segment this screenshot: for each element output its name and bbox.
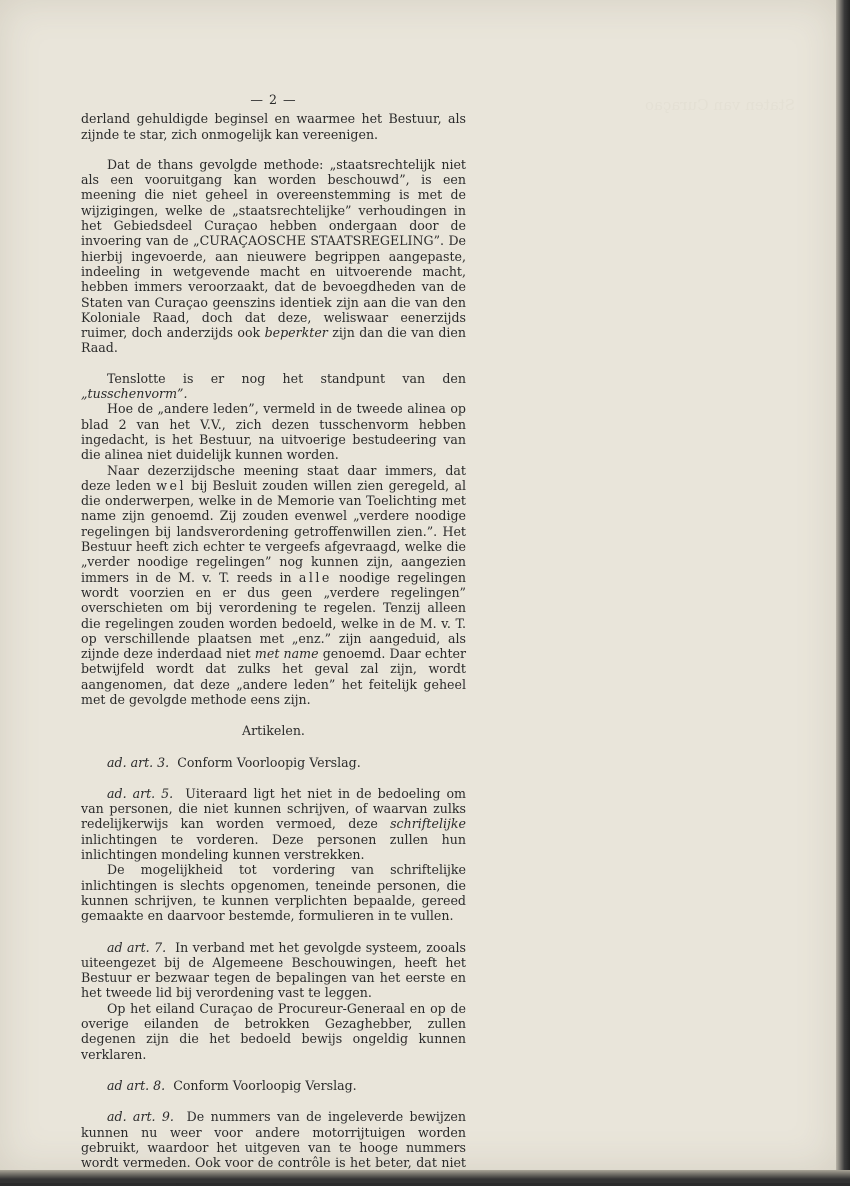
article-5-label: ad. art. 5. (107, 785, 174, 801)
article-8: ad art. 8. Conform Voorloopig Verslag. (107, 1077, 357, 1093)
article-3: ad. art. 3. Conform Voorloopig Verslag. (107, 754, 361, 770)
paragraph-methode: Dat de thans gevolgde methode: „staatsrechtelijk niet als een vooruitgang kan worden beschouwd”, is een meening die niet geheel in overeenstemming is met de wijzigingen, welke de „staatsrechtelijke” verhoudingen in het Gebiedsdeel Curaçao hebben ondergaan door de invoering van de „CURAÇAOSCHE STAATSREGELING”. De hierbij ingevoerde, aan nieuwere begrippen aangepaste, indeeling in wetgevende macht en uitvoerende macht, hebben immers veroorzaakt, dat de bevoegdheden van de Staten van Curaçao geenszins identiek zijn aan die van den Koloniale Raad, doch dat deze, weliswaar eenerzijds ruimer, doch anderzijds ook beperkter zijn dan die van dien Raad. (81, 156, 466, 356)
article-5-continued: De mogelijkheid tot vordering van schriftelijke inlichtingen is slechts opgenomen, teneinde personen, die kunnen schrijven, te kunnen verplichten bepaalde, gereed gemaakte en daarvoor bestemde, formulieren in te vullen. (81, 862, 466, 924)
page-number: — 2 — (250, 92, 297, 107)
emphasis-tusschenvorm: „tusschenvorm”. (81, 386, 188, 402)
paragraph-continuation: derland gehuldigde beginsel en waarmee het Bestuur, als zijnde te star, zich onmogelijk kan vereenigen. (81, 111, 466, 142)
spaced-alle: alle (298, 569, 332, 585)
paragraph-dezerzijdsche-meening: Naar dezerzijdsche meening staat daar immers, dat deze leden wel bij Besluit zouden willen zien geregeld, al die onderwerpen, welke in de Memorie van Toelichting met name zijn genoemd. Zij zouden evenwel „verdere noodige regelingen bij landsverordening getroffenwillen zien.”. Het Bestuur heeft zich echter te vergeefs afgevraagd, welke die „verder noodige regelingen” nog kunnen zijn, aangezien immers in de M. v. T. reeds in alle noodige regelingen wordt voorzien en er dus geen „verdere regelingen” overschieten om bij verordening te regelen. Tenzij alleen die regelingen zouden worden bedoeld, welke in de M. v. T. op verschillende plaatsen met „enz.” zijn aangeduid, als zijnde deze inderdaad niet met name genoemd. Daar echter betwijfeld wordt dat zulks het geval zal zijn, wordt aangenomen, dat deze „andere leden” het feitelijk geheel met de gevolgde methode eens zijn. (81, 462, 467, 707)
article-7: ad art. 7. In verband met het gevolgde systeem, zooals uiteengezet bij de Algemeene Beschouwingen, heeft het Bestuur er bezwaar tegen de bepalingen van het eerste en het tweede lid bij verordening vast te leggen. (81, 939, 466, 1001)
article-7-label: ad art. 7. (107, 939, 167, 955)
page-edge-right (836, 0, 850, 1183)
article-9-label: ad. art. 9. (107, 1109, 174, 1125)
section-heading-artikelen: Artikelen. (242, 723, 305, 739)
paragraph-andere-leden: Hoe de „andere leden”, vermeld in de tweede alinea op blad 2 van het V.V., zich dezen tusschenvorm hebben ingedacht, is het Bestuur, na uitvoerige bestudeering van die alinea niet duidelijk kunnen worden. (81, 401, 466, 463)
spaced-wel: wel (156, 477, 187, 493)
document-body (81, 92, 466, 1186)
article-8-label: ad art. 8. (107, 1077, 166, 1093)
article-9: ad. art. 9. De nummers van de ingeleverde bewijzen kunnen nu weer voor andere motorrijtuigen worden gebruikt, waardoor het uitgeven van te hooge nummers wordt vermeden. Ook voor de contrôle is het beter, dat niet (81, 1109, 466, 1171)
article-7-continued: Op het eiland Curaçao de Procureur-Generaal en op de overige eilanden de betrokken Gezaghebber, zullen degenen zijn die het bedoeld bewijs ongeldig kunnen verklaren. (81, 1000, 466, 1062)
article-5: ad. art. 5. Uiteraard ligt het niet in de bedoeling om van personen, die niet kunnen schrijven, of waarvan zulks redelijkerwijs kan worden vermoed, deze schriftelijke inlichtingen te vorderen. Deze personen zullen hun inlichtingen mondeling kunnen verstrekken. (81, 785, 466, 863)
paragraph-tusschenvorm: Tenslotte is er nog het standpunt van den „tusschenvorm”. (81, 370, 466, 402)
emphasis-schriftelijke: schriftelijke (390, 816, 466, 832)
emphasis-beperkter: beperkter (264, 325, 328, 341)
page-edge-bottom (0, 1170, 850, 1183)
emphasis-met-name: met name (254, 646, 319, 662)
show-through-text: Staten van Curaçao (644, 96, 795, 114)
article-3-label: ad. art. 3. (107, 754, 170, 770)
